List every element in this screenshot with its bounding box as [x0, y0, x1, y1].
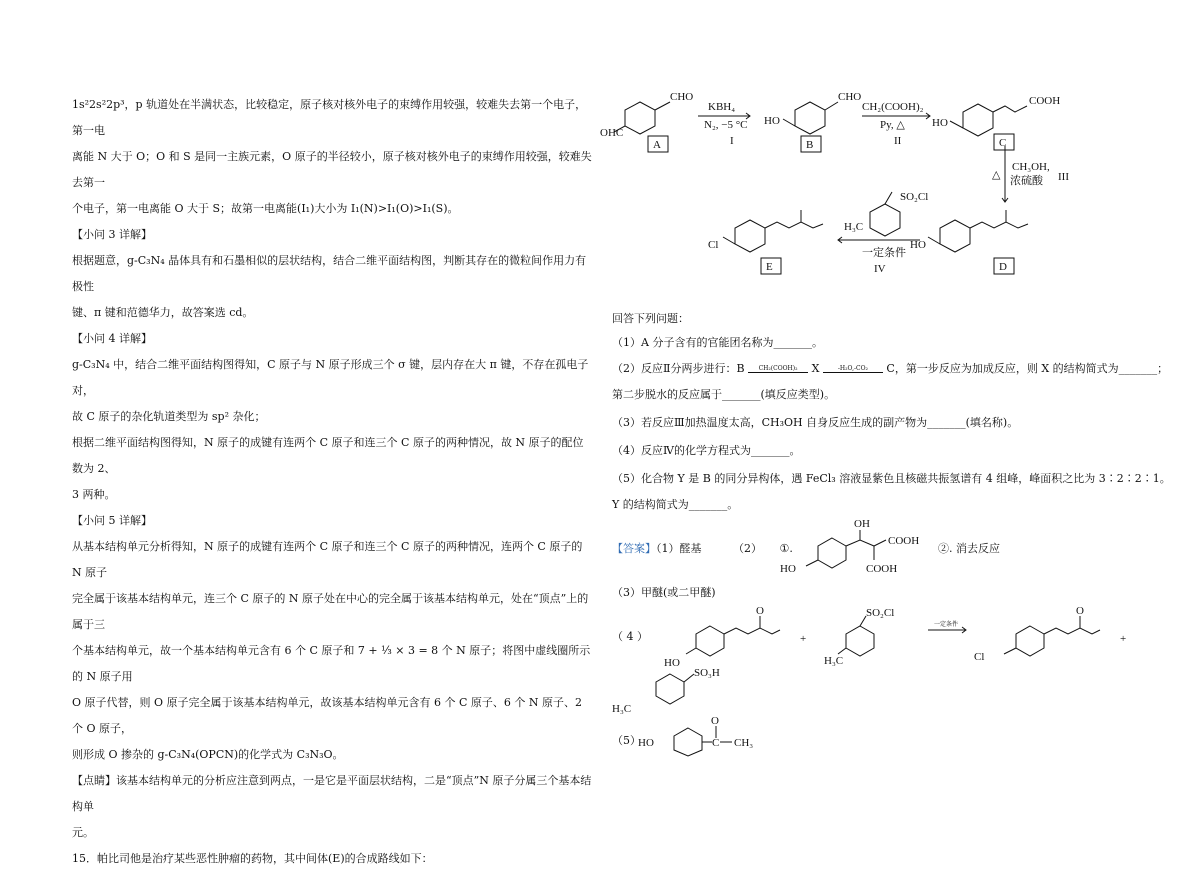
label-c: C	[999, 137, 1007, 149]
answer-2-label: （2）	[733, 542, 762, 555]
answer-1: （1）醛基	[656, 542, 702, 555]
synthesis-scheme	[600, 84, 1160, 284]
text-line: 则形成 O 掺杂的 g-C₃N₄(OPCN)的化学式为 C₃N₃O。	[72, 748, 344, 761]
cooh-group: COOH	[888, 535, 920, 547]
label-d: D	[999, 261, 1007, 273]
answer-2-ii: ②. 消去反应	[938, 542, 1000, 555]
text-line: 1s²2s²2p³，p 轨道处在半满状态，比较稳定，原子核对核外电子的束缚作用较强，较难失去第一个电子，第一电	[72, 98, 587, 137]
ho-group: HO	[664, 657, 680, 669]
left-column	[72, 92, 592, 872]
question-2-suffix: C，第一步反应为加成反应，则 X 的结构简式为_______；	[886, 362, 1169, 375]
plus-sign: +	[1120, 633, 1127, 645]
text-line: 键、π 键和范德华力，故答案选 cd。	[72, 306, 254, 319]
answer-2-i: ①.	[779, 542, 793, 555]
h3c-group: H₃C	[612, 703, 632, 715]
arrow-2-label: -H₂O,-CO₂	[823, 365, 883, 373]
benzene-ring-tscl	[870, 204, 900, 236]
ch3-group: CH₃	[734, 737, 754, 749]
intermediate-x: X	[811, 362, 820, 375]
h3c-group: H₃C	[844, 221, 864, 233]
reagent-h2so4: 浓硫酸	[1010, 175, 1043, 187]
text-line: g-C₃N₄ 中，结合二维平面结构图得知，C 原子与 N 原子形成三个 σ 键，层内存在大 π 键，不存在孤电子对，	[72, 358, 589, 397]
reagent-py: Py, △	[880, 119, 905, 131]
cl-group: Cl	[974, 651, 985, 663]
plus-sign: +	[800, 633, 807, 645]
step-ii-label: II	[894, 135, 902, 147]
section-heading: 【小问 4 详解】	[72, 332, 152, 345]
section-heading: 【小问 5 详解】	[72, 514, 152, 527]
benzene-ring-c	[963, 104, 993, 136]
question-2-prefix: （2）反应Ⅱ分两步进行：B	[612, 362, 745, 375]
reagent-heat: △	[992, 169, 1001, 181]
text-line: 个基本结构单元，故一个基本结构单元含有 6 个 C 原子和 7 + ⅓ × 3 = 8 个 N 原子；将图中虚线圈所示的 N 原子用	[72, 644, 591, 683]
benzene-ring-e	[735, 220, 765, 252]
ho-group: HO	[638, 737, 654, 749]
cl-group: Cl	[708, 239, 719, 251]
answer-tag: 【答案】	[612, 542, 656, 555]
arrow-1-label: CH₂(COOH)₂	[748, 365, 808, 373]
reagent-n2: N₂, −5 °C	[704, 119, 748, 131]
so2cl-group: SO₂Cl	[900, 191, 929, 203]
note-line: 【点睛】该基本结构单元的分析应注意到两点，一是它是平面层状结构，二是“顶点”N 原子分属三个基本结构单	[72, 774, 592, 813]
label-e: E	[766, 261, 773, 273]
answer-4-label: （ 4 ）	[612, 630, 648, 643]
section-heading: 【小问 3 详解】	[72, 228, 152, 241]
step-iii-label: III	[1058, 171, 1069, 183]
ho-group: HO	[932, 117, 948, 129]
so2cl-group: SO₂Cl	[866, 607, 895, 619]
question-2	[612, 360, 1168, 376]
svg-text:C: C	[712, 737, 720, 749]
cooh-group: COOH	[866, 563, 898, 575]
so3h-group: SO₃H	[694, 667, 720, 679]
text-line: 故 C 原子的杂化轨道类型为 sp² 杂化；	[72, 410, 266, 423]
arrow-condition: 一定条件	[934, 622, 959, 628]
ho-group: HO	[910, 239, 926, 251]
answer-line-1	[612, 540, 793, 556]
step-iv-label: IV	[874, 263, 886, 275]
label-a: A	[653, 139, 661, 151]
reagent-malonic: CH₂(COOH)₂	[862, 101, 924, 113]
text-line: 个电子，第一电离能 O 大于 S；故第一电离能(I₁)大小为 I₁(N)>I₁(O)>I₁(S)。	[72, 202, 459, 215]
label-b: B	[806, 139, 814, 151]
answer-4-equation	[612, 604, 1150, 715]
text-line: 根据二维平面结构图得知，N 原子的成键有连两个 C 原子和连三个 C 原子的两种情况，故 N 原子的配位数为 2、	[72, 436, 584, 475]
text-line: 离能 N 大于 O；O 和 S 是同一主族元素，O 原子的半径较小，原子核对核外电子的束缚作用较强，较难失去第一	[72, 150, 592, 189]
ohc-group: OHC	[600, 127, 624, 139]
question-1: （1）A 分子含有的官能团名称为_______。	[612, 336, 823, 349]
cho-group: CHO	[838, 91, 862, 103]
reagent-kbh4: KBH₄	[708, 101, 736, 113]
oh-group: OH	[854, 518, 870, 530]
answer-3: （3）甲醚(或二甲醚)	[612, 586, 716, 599]
text-line: 完全属于该基本结构单元，连三个 C 原子的 N 原子处在中心的完全属于该基本结构单元，处在“顶点”上的属于三	[72, 592, 589, 631]
benzene-ring-b	[795, 102, 825, 134]
o-atom: O	[1076, 605, 1084, 617]
question-4: （4）反应Ⅳ的化学方程式为_______。	[612, 444, 801, 457]
reagent-condition: 一定条件	[862, 247, 906, 259]
question-2b: 第二步脱水的反应属于_______(填反应类型)。	[612, 388, 836, 401]
answer-5-label: （5）	[612, 734, 641, 747]
question-5: （5）化合物 Y 是 B 的同分异构体，遇 FeCl₃ 溶液显紫色且核磁共振氢谱有 4 组峰，峰面积之比为 3∶2∶2∶1。	[612, 472, 1171, 485]
step-i-label: I	[730, 135, 734, 147]
text-line: 3 两种。	[72, 488, 116, 501]
reagent-methanol: CH₃OH,	[1012, 161, 1050, 173]
answer-5-structure	[636, 712, 776, 756]
question-title: 15．帕比司他是治疗某些恶性肿瘤的药物，其中间体(E)的合成路线如下：	[72, 852, 433, 865]
text-line: 从基本结构单元分析得知，N 原子的成键有连两个 C 原子和连三个 C 原子的两种情况，连两个 C 原子的 N 原子	[72, 540, 583, 579]
ho-group: HO	[764, 115, 780, 127]
text-line: 元。	[72, 826, 94, 839]
text-line: 根据题意，g-C₃N₄ 晶体具有和石墨相似的层状结构，结合二维平面结构图，判断其存在的微粒间作用力有极性	[72, 254, 587, 293]
benzene-ring-a	[625, 102, 655, 134]
answer-2-structure	[780, 516, 940, 576]
ho-group: HO	[780, 563, 796, 575]
benzene-ring-d	[940, 220, 970, 252]
o-atom: O	[756, 605, 764, 617]
question-5b: Y 的结构简式为_______。	[612, 498, 739, 511]
questions-intro: 回答下列问题：	[612, 312, 689, 325]
cooh-group: COOH	[1029, 95, 1061, 107]
h3c-group: H₃C	[824, 655, 844, 667]
text-line: O 原子代替，则 O 原子完全属于该基本结构单元，故该基本结构单元含有 6 个 C 原子、6 个 N 原子、2 个 O 原子，	[72, 696, 583, 735]
o-atom: O	[711, 715, 719, 727]
cho-group: CHO	[670, 91, 694, 103]
question-3: （3）若反应Ⅲ加热温度太高，CH₃OH 自身反应生成的副产物为_______(填名称)。	[612, 416, 1019, 429]
